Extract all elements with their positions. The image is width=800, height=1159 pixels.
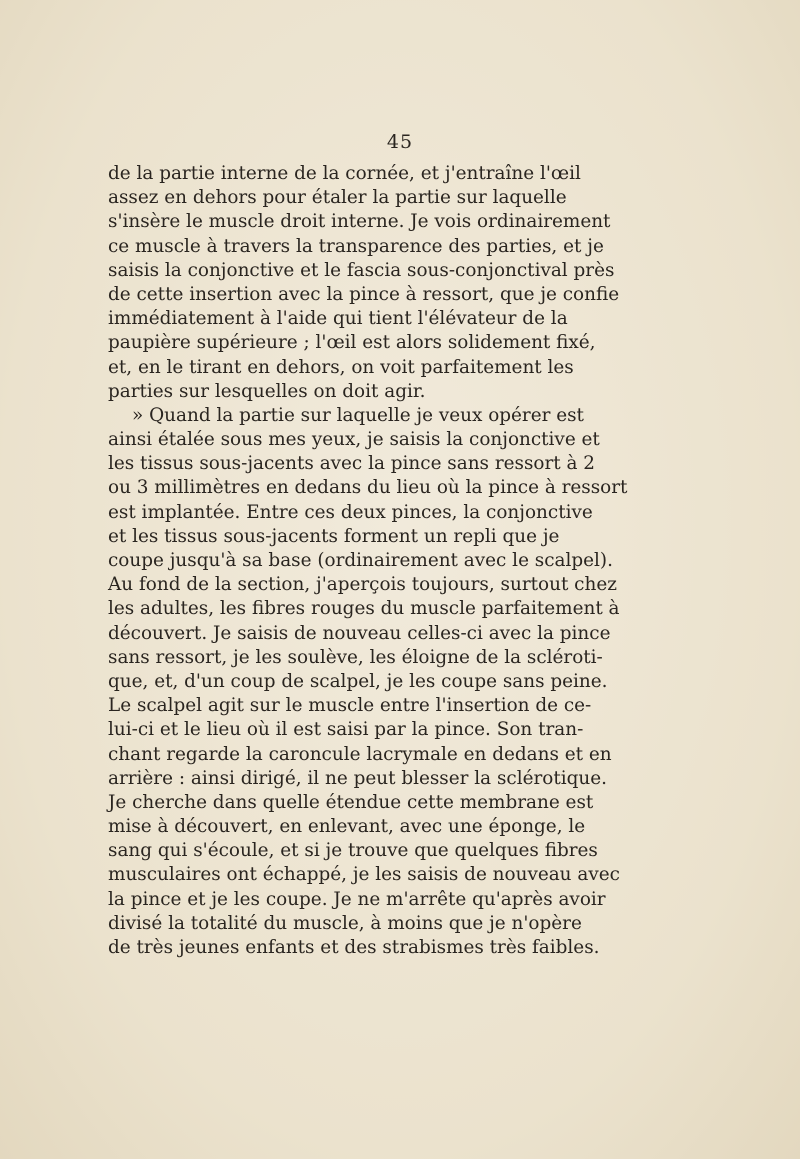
text-line: chant regarde la caroncule lacrymale en dedans et en xyxy=(108,743,612,765)
text-line: lui-ci et le lieu où il est saisi par la pince. Son tran- xyxy=(108,719,584,741)
text-line: Je cherche dans quelle étendue cette membrane est xyxy=(108,791,594,813)
text-line: paupière supérieure ; l'œil est alors solidement fixé, xyxy=(108,332,596,354)
text-line: sans ressort, je les soulève, les éloigne de la scléroti- xyxy=(108,646,603,668)
text-line: immédiatement à l'aide qui tient l'élévateur de la xyxy=(108,308,568,330)
text-line: les adultes, les fibres rouges du muscle parfaitement à xyxy=(108,598,620,620)
text-line: de la partie interne de la cornée, et j'entraîne l'œil xyxy=(108,163,581,184)
text-line: s'insère le muscle droit interne. Je vois ordinairement xyxy=(108,211,611,233)
text-line: coupe jusqu'à sa base (ordinairement avec le scalpel). xyxy=(108,550,613,571)
text-line: Le scalpel agit sur le muscle entre l'insertion de ce- xyxy=(108,695,592,717)
body-text xyxy=(108,162,628,960)
text-line: et les tissus sous-jacents forment un repli que je xyxy=(108,525,560,547)
text-line: mise à découvert, en enlevant, avec une éponge, le xyxy=(108,816,586,838)
text-line: Au fond de la section, j'aperçois toujours, surtout chez xyxy=(108,574,617,596)
text-line: divisé la totalité du muscle, à moins que je n'opère xyxy=(108,912,582,934)
text-line: musculaires ont échappé, je les saisis de nouveau avec xyxy=(108,864,620,886)
page-number: 45 xyxy=(386,131,414,153)
text-line: arrière : ainsi dirigé, il ne peut blesser la sclérotique. xyxy=(108,767,607,789)
text-line: sang qui s'écoule, et si je trouve que quelques fibres xyxy=(108,840,598,862)
text-line: et, en le tirant en dehors, on voit parfaitement les xyxy=(108,356,574,378)
text-line: que, et, d'un coup de scalpel, je les coupe sans peine. xyxy=(108,670,608,692)
text-line: les tissus sous-jacents avec la pince sans ressort à 2 xyxy=(108,453,595,475)
text-line: saisis la conjonctive et le fascia sous-conjonctival près xyxy=(108,259,615,281)
text-line: est implantée. Entre ces deux pinces, la conjonctive xyxy=(108,501,593,523)
text-line: ce muscle à travers la transparence des parties, et je xyxy=(108,235,604,257)
text-line: de très jeunes enfants et des strabismes très faibles. xyxy=(108,937,600,958)
text-line: de cette insertion avec la pince à ressort, que je confie xyxy=(108,283,620,305)
text-line: la pince et je les coupe. Je ne m'arrête qu'après avoir xyxy=(108,888,606,910)
text-line: » Quand la partie sur laquelle je veux opérer est xyxy=(132,404,584,426)
text-line: ainsi étalée sous mes yeux, je saisis la conjonctive et xyxy=(108,429,600,451)
text-line: découvert. Je saisis de nouveau celles-ci avec la pince xyxy=(108,622,611,644)
text-line: parties sur lesquelles on doit agir. xyxy=(108,380,426,402)
text-line: ou 3 millimètres en dedans du lieu où la pince à ressort xyxy=(108,477,628,499)
text-line: assez en dehors pour étaler la partie sur laquelle xyxy=(108,187,567,209)
